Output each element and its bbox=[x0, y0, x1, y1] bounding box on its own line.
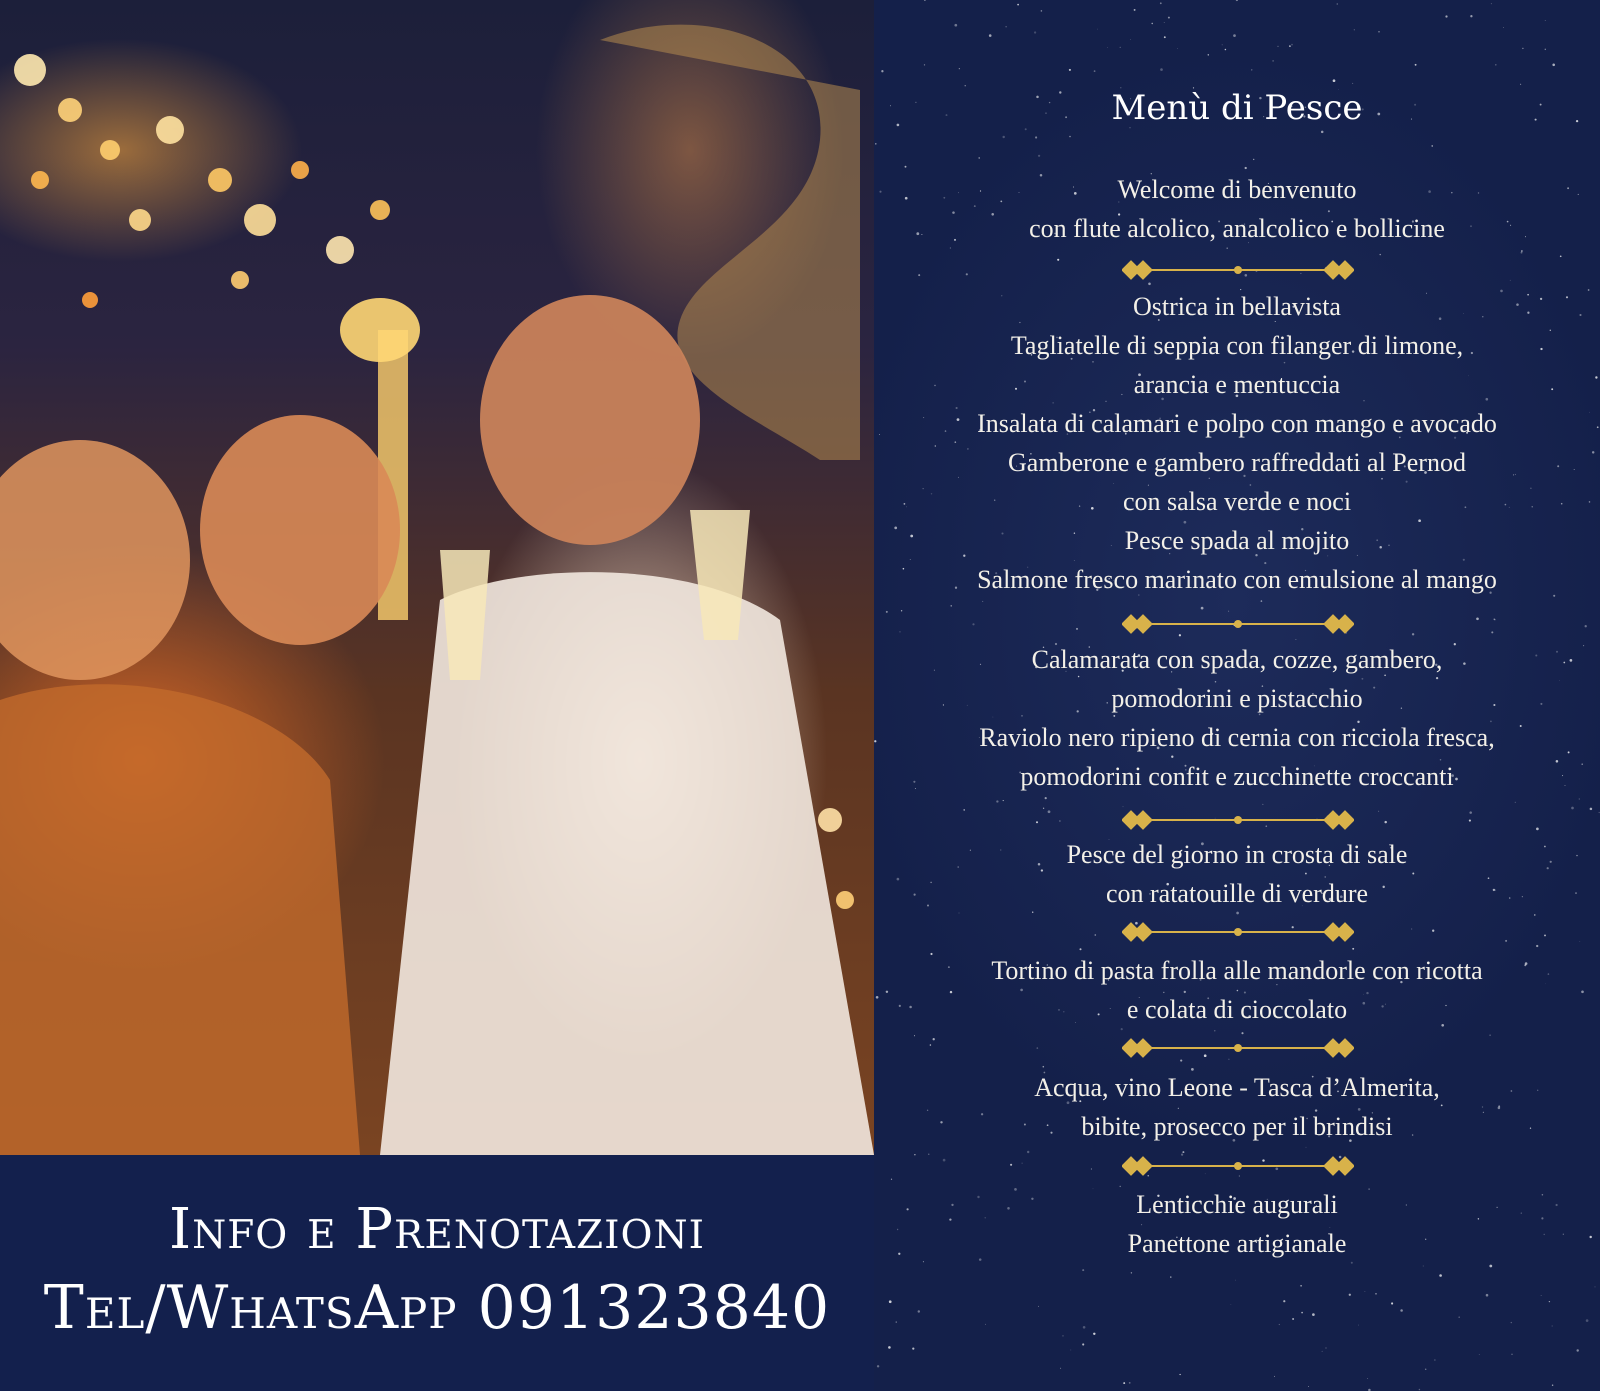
party-photo bbox=[0, 0, 874, 1155]
star bbox=[1263, 804, 1264, 805]
star bbox=[1025, 128, 1027, 130]
star bbox=[1349, 1294, 1351, 1296]
star bbox=[1038, 1306, 1039, 1307]
star bbox=[1423, 1266, 1424, 1267]
star bbox=[1325, 1347, 1326, 1348]
star bbox=[1552, 64, 1555, 67]
menu-item: con salsa verde e noci bbox=[1122, 487, 1352, 516]
star bbox=[1510, 280, 1511, 281]
star bbox=[1378, 31, 1380, 33]
menu-section-antipasti bbox=[874, 287, 1600, 599]
star bbox=[1552, 1384, 1553, 1385]
star bbox=[888, 1346, 891, 1349]
star bbox=[954, 24, 957, 27]
star bbox=[1160, 2, 1162, 4]
star bbox=[1400, 1309, 1403, 1312]
menu-item: Tortino di pasta frolla alle mandorle con ricotta bbox=[991, 956, 1483, 985]
person-middle-face bbox=[200, 415, 400, 645]
menu-item: Calamarata con spada, cozze, gambero, bbox=[1031, 645, 1443, 674]
star bbox=[982, 601, 983, 602]
star bbox=[1222, 44, 1223, 45]
star bbox=[1515, 802, 1516, 803]
star bbox=[1352, 83, 1353, 84]
star bbox=[1170, 1276, 1171, 1277]
menu-section-secondi bbox=[874, 835, 1600, 913]
star bbox=[1123, 1382, 1125, 1384]
star bbox=[1560, 255, 1562, 257]
star bbox=[1536, 945, 1538, 947]
star bbox=[1069, 136, 1071, 138]
info-heading: Info e Prenotazioni bbox=[168, 1197, 705, 1262]
star bbox=[900, 631, 901, 632]
star bbox=[1164, 22, 1165, 23]
star bbox=[1522, 48, 1523, 49]
menu-item: Panettone artigianale bbox=[1127, 1229, 1347, 1258]
menu-item: pomodorini confit e zucchinette croccanti bbox=[1020, 762, 1454, 791]
star bbox=[1261, 600, 1263, 602]
star bbox=[1378, 811, 1379, 812]
star bbox=[1022, 1163, 1023, 1164]
star bbox=[912, 1348, 914, 1350]
star bbox=[1152, 23, 1153, 24]
star bbox=[1367, 1378, 1368, 1379]
star bbox=[996, 800, 998, 802]
star bbox=[985, 1324, 986, 1325]
star bbox=[951, 605, 952, 606]
star bbox=[1002, 136, 1004, 138]
star bbox=[1182, 1151, 1184, 1153]
star bbox=[1545, 49, 1546, 50]
star bbox=[1545, 20, 1546, 21]
star bbox=[1038, 155, 1040, 157]
star bbox=[1476, 617, 1479, 620]
star bbox=[1425, 1369, 1427, 1371]
menu-item: con flute alcolico, analcolico e bollicine bbox=[1029, 214, 1445, 243]
star bbox=[1279, 1324, 1280, 1325]
star bbox=[1391, 1302, 1393, 1304]
menu-item: Gamberone e gambero raffreddati al Pernod bbox=[1008, 448, 1466, 477]
star bbox=[1214, 1030, 1215, 1031]
star bbox=[1225, 49, 1227, 51]
star bbox=[1544, 934, 1546, 936]
star bbox=[1094, 70, 1096, 72]
star bbox=[1521, 250, 1523, 252]
star bbox=[1177, 48, 1178, 49]
star bbox=[1439, 1274, 1442, 1277]
star bbox=[1411, 928, 1412, 929]
star bbox=[1337, 3, 1338, 4]
star bbox=[1036, 821, 1038, 823]
star bbox=[1300, 1285, 1302, 1287]
star bbox=[1301, 1312, 1303, 1314]
star bbox=[1354, 30, 1355, 31]
ornament-divider bbox=[1122, 258, 1354, 282]
star bbox=[1277, 46, 1278, 47]
menu-item: Insalata di calamari e polpo con mango e avocado bbox=[977, 409, 1497, 438]
star bbox=[1082, 1269, 1084, 1271]
ornament-divider bbox=[1122, 1036, 1354, 1060]
star bbox=[1035, 136, 1037, 138]
star bbox=[896, 1322, 897, 1323]
star bbox=[1505, 940, 1507, 942]
star bbox=[1164, 36, 1166, 38]
star bbox=[1037, 1047, 1039, 1049]
star bbox=[1048, 810, 1051, 813]
star bbox=[1306, 1147, 1307, 1148]
star bbox=[1289, 45, 1291, 47]
star bbox=[1352, 948, 1354, 950]
star bbox=[881, 70, 883, 72]
star bbox=[989, 34, 992, 37]
menu-panel bbox=[874, 0, 1600, 1391]
star bbox=[1491, 3, 1492, 4]
star bbox=[1576, 1349, 1578, 1351]
star bbox=[1082, 1343, 1084, 1345]
menu-section-finale bbox=[874, 1185, 1600, 1263]
star bbox=[1489, 1034, 1491, 1036]
star bbox=[1129, 1382, 1131, 1384]
star bbox=[928, 1154, 929, 1155]
menu-item: con ratatouille di verdure bbox=[1105, 879, 1369, 908]
menu-section-primi bbox=[874, 640, 1600, 796]
star bbox=[901, 610, 902, 611]
star bbox=[1134, 9, 1136, 11]
menu-title: Menù di Pesce bbox=[1111, 88, 1363, 128]
star bbox=[965, 85, 966, 86]
star bbox=[1579, 799, 1580, 800]
star bbox=[1549, 1301, 1550, 1302]
star bbox=[1493, 618, 1495, 620]
star bbox=[1321, 131, 1324, 134]
star bbox=[1091, 1168, 1092, 1169]
star bbox=[875, 143, 876, 144]
woman-dress bbox=[0, 684, 360, 1155]
contact-info bbox=[0, 1155, 874, 1391]
star bbox=[1017, 4, 1019, 6]
menu-item: e colata di cioccolato bbox=[1126, 995, 1348, 1024]
star bbox=[1131, 1272, 1132, 1273]
menu-item: Salmone fresco marinato con emulsione al mango bbox=[977, 565, 1497, 594]
star bbox=[1412, 633, 1414, 635]
star bbox=[1590, 808, 1593, 811]
star bbox=[924, 0, 925, 1]
star bbox=[1469, 811, 1472, 814]
star bbox=[959, 68, 960, 69]
star bbox=[905, 166, 907, 168]
menu-section-bevande bbox=[874, 1068, 1600, 1146]
star bbox=[1365, 1291, 1366, 1292]
menu-item: Welcome di benvenuto bbox=[1117, 175, 1357, 204]
star bbox=[1253, 159, 1254, 160]
star bbox=[1419, 1389, 1421, 1391]
menu-section-dessert bbox=[874, 951, 1600, 1029]
star bbox=[1432, 145, 1433, 146]
star bbox=[1520, 84, 1521, 85]
star bbox=[1079, 948, 1081, 950]
star bbox=[1292, 1318, 1294, 1320]
star bbox=[1233, 34, 1236, 37]
star bbox=[966, 273, 968, 275]
menu-item: pomodorini e pistacchio bbox=[1111, 684, 1363, 713]
star bbox=[918, 1310, 920, 1312]
person-left-face bbox=[0, 440, 190, 680]
star bbox=[1241, 1032, 1243, 1034]
star bbox=[1097, 29, 1098, 30]
star bbox=[1333, 79, 1336, 82]
star bbox=[1521, 252, 1523, 254]
star bbox=[1027, 1151, 1029, 1153]
star bbox=[1511, 1322, 1512, 1323]
star bbox=[1236, 0, 1238, 1]
star bbox=[1160, 68, 1163, 71]
star bbox=[1076, 628, 1078, 630]
menu-item: bibite, prosecco per il brindisi bbox=[1081, 1112, 1393, 1141]
star bbox=[1579, 941, 1580, 942]
star bbox=[1486, 1294, 1489, 1297]
menu-item: Raviolo nero ripieno di cernia con ricciola fresca, bbox=[979, 723, 1495, 752]
star bbox=[1062, 1335, 1063, 1336]
star bbox=[1322, 1351, 1323, 1352]
star bbox=[1469, 820, 1471, 822]
star bbox=[918, 274, 920, 276]
star bbox=[1489, 1265, 1492, 1268]
star bbox=[1093, 1333, 1095, 1335]
star bbox=[978, 157, 979, 158]
star bbox=[930, 1044, 932, 1046]
menu-item: Pesce spada al mojito bbox=[1124, 526, 1350, 555]
star bbox=[924, 64, 925, 65]
star bbox=[1358, 1325, 1359, 1326]
star bbox=[889, 1300, 892, 1303]
star bbox=[1434, 1359, 1435, 1360]
star bbox=[1003, 800, 1004, 801]
person-right-face bbox=[480, 295, 700, 545]
ornament-divider bbox=[1122, 808, 1354, 832]
phone-whatsapp: Tel/WhatsApp 091323840 bbox=[43, 1273, 831, 1343]
star bbox=[1571, 807, 1574, 810]
menu-item: Lenticchie augurali bbox=[1136, 1190, 1338, 1219]
star bbox=[1069, 69, 1071, 71]
star bbox=[1010, 1164, 1012, 1166]
star bbox=[1479, 1354, 1480, 1355]
star bbox=[914, 1035, 915, 1036]
star bbox=[1380, 254, 1381, 255]
party-photo-illustration bbox=[0, 0, 874, 1155]
star bbox=[1057, 259, 1059, 261]
star bbox=[1432, 930, 1434, 932]
star bbox=[1043, 808, 1044, 809]
star bbox=[1245, 167, 1247, 169]
star bbox=[1041, 10, 1043, 12]
menu-item: Tagliatelle di seppia con filanger di limone, bbox=[1010, 331, 1464, 360]
star bbox=[1251, 69, 1252, 70]
star bbox=[1120, 47, 1121, 48]
star bbox=[1235, 1280, 1236, 1281]
star bbox=[1231, 1304, 1232, 1305]
menu-item: Acqua, vino Leone - Tasca d’Almerita, bbox=[1034, 1073, 1440, 1102]
star bbox=[1541, 1295, 1542, 1296]
star bbox=[1083, 1326, 1086, 1329]
star bbox=[1005, 26, 1006, 27]
star bbox=[914, 1154, 915, 1155]
star bbox=[1595, 1287, 1596, 1288]
star bbox=[933, 1038, 935, 1040]
star bbox=[1107, 47, 1108, 48]
star bbox=[1312, 1313, 1315, 1316]
star bbox=[1130, 39, 1131, 40]
star bbox=[1586, 1319, 1589, 1322]
star bbox=[1283, 1300, 1285, 1302]
star bbox=[877, 1365, 879, 1367]
ornament-divider bbox=[1122, 612, 1354, 636]
menu-item: Ostrica in bellavista bbox=[1133, 292, 1341, 321]
star bbox=[1470, 15, 1472, 17]
star bbox=[1291, 44, 1293, 46]
star bbox=[1168, 17, 1170, 19]
star bbox=[1585, 625, 1587, 627]
star bbox=[1384, 821, 1386, 823]
star bbox=[1552, 1326, 1553, 1327]
star bbox=[1445, 15, 1447, 17]
star bbox=[1059, 820, 1061, 822]
star bbox=[1060, 1368, 1061, 1369]
star bbox=[1415, 64, 1417, 66]
star bbox=[943, 1159, 946, 1162]
star bbox=[1094, 934, 1096, 936]
star bbox=[1534, 914, 1535, 915]
star bbox=[1179, 1374, 1180, 1375]
ornament-divider bbox=[1122, 1154, 1354, 1178]
star bbox=[1148, 283, 1151, 286]
star bbox=[1274, 1376, 1275, 1377]
star bbox=[1503, 27, 1504, 28]
star bbox=[1201, 607, 1204, 610]
star bbox=[1308, 1386, 1309, 1387]
star bbox=[891, 1179, 892, 1180]
star bbox=[1208, 54, 1209, 55]
star bbox=[1458, 1316, 1460, 1318]
star bbox=[1536, 828, 1539, 831]
menu-item: arancia e mentuccia bbox=[1133, 370, 1341, 399]
menu-section-welcome bbox=[874, 170, 1600, 248]
star bbox=[972, 623, 974, 625]
star bbox=[963, 809, 965, 811]
star bbox=[1491, 631, 1493, 633]
star bbox=[1272, 60, 1274, 62]
star bbox=[1045, 797, 1047, 799]
star bbox=[1511, 1354, 1512, 1355]
menu-item: Pesce del giorno in crosta di sale bbox=[1066, 840, 1408, 869]
ornament-divider bbox=[1122, 920, 1354, 944]
star bbox=[1070, 1350, 1071, 1351]
star bbox=[1495, 64, 1497, 66]
star bbox=[1034, 31, 1036, 33]
star bbox=[1375, 1293, 1377, 1295]
star bbox=[886, 611, 888, 613]
